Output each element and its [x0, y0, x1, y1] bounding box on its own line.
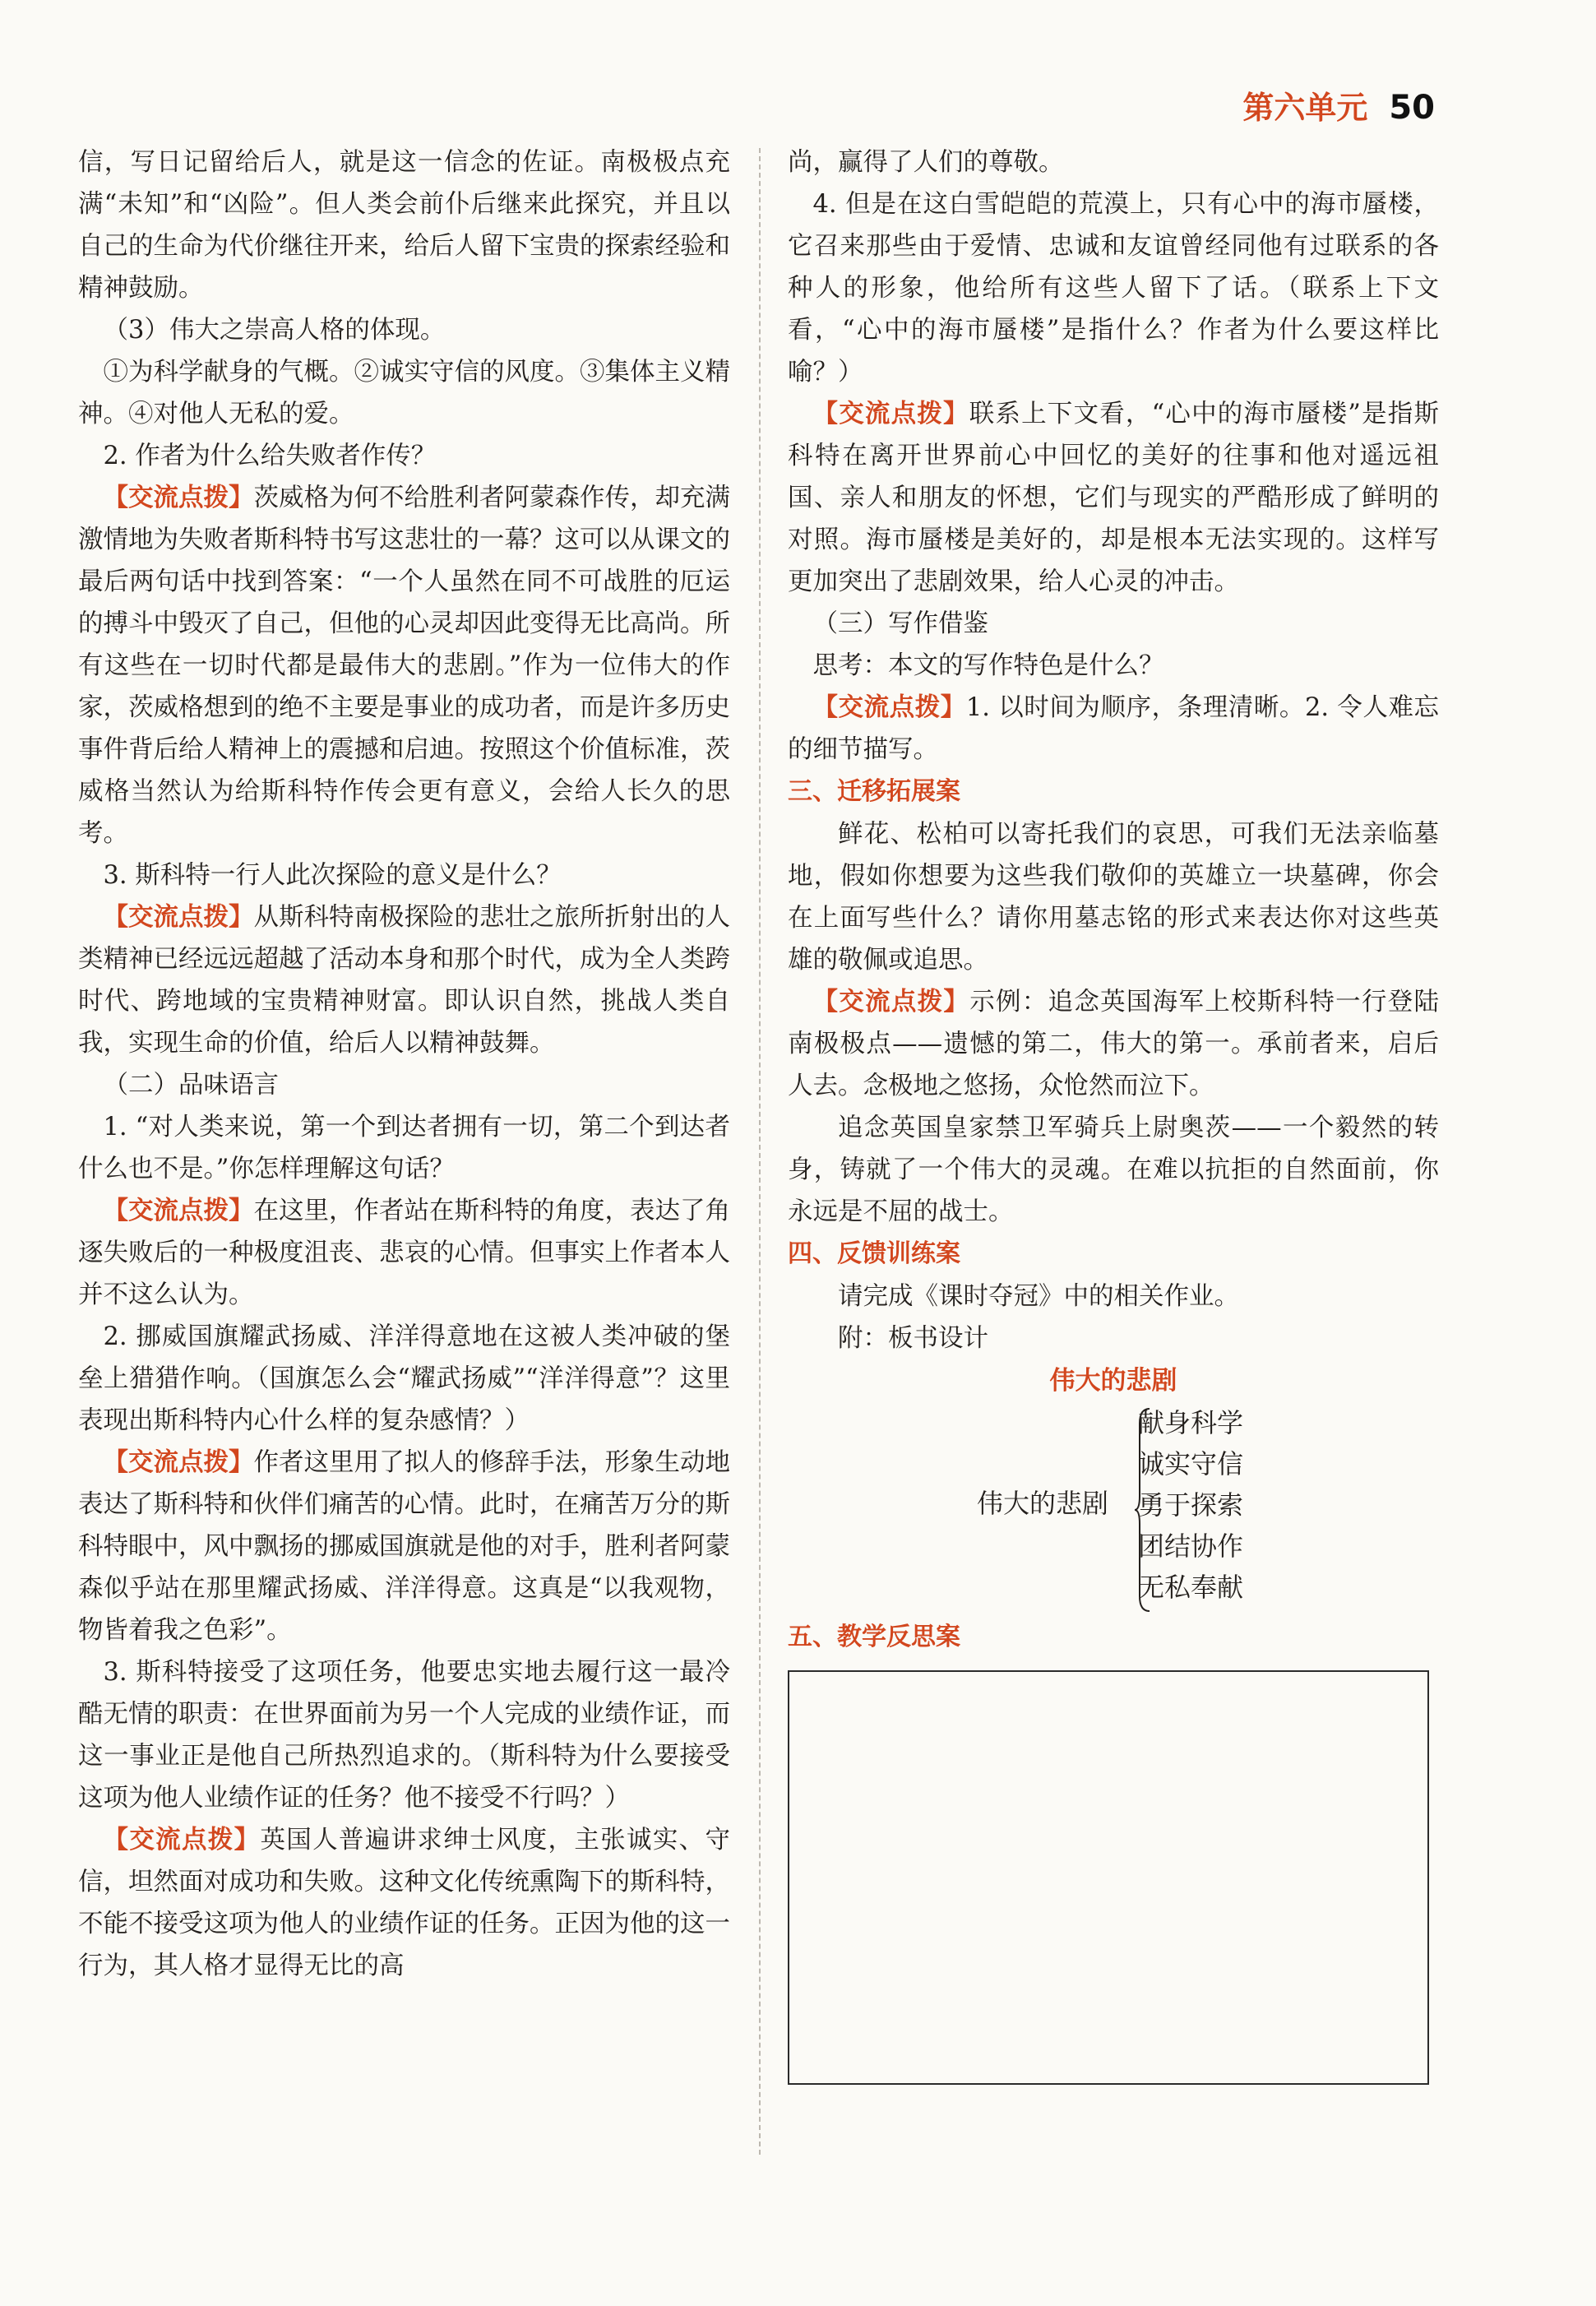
paragraph: 请完成《课时夺冠》中的相关作业。 [838, 1282, 1239, 1311]
reflection-box[interactable] [788, 1670, 1429, 2085]
answer: 【交流点拨】作者这里用了拟人的修辞手法，形象生动地表达了斯科特和伙伴们痛苦的心情。此时，在痛苦万分的斯科特眼中，风中飘扬的挪威国旗就是他的对手，胜利者阿蒙森似乎站在那里耀武扬威、洋洋得意。这真是“以我观物，物皆着我之色彩”。 [78, 1448, 730, 1645]
answer: 【交流点拨】在这里，作者站在斯科特的角度，表达了角逐失败后的一种极度沮丧、悲哀的心情。但事实上作者本人并不这么认为。 [78, 1197, 730, 1309]
paragraph: ①为科学献身的气概。②诚实守信的风度。③集体主义精神。④对他人无私的爱。 [78, 358, 730, 428]
answer: 【交流点拨】从斯科特南极探险的悲壮之旅所折射出的人类精神已经远远超越了活动本身和那个时代，成为全人类跨时代、跨地域的宝贵精神财富。即认识自然，挑战人类自我，实现生命的价值，给后人以精神鼓舞。 [78, 903, 730, 1058]
answer: 【交流点拨】茨威格为何不给胜利者阿蒙森作传，却充满激情地为失败者斯科特书写这悲壮的一幕？这可以从课文的最后两句话中找到答案：“一个人虽然在同不可战胜的厄运的搏斗中毁灭了自己，但他的心灵却因此变得无比高尚。所有这些在一切时代都是最伟大的悲剧。”作为一位伟大的作家，茨威格想到的绝不主要是事业的成功者，而是许多历史事件背后给人精神上的震撼和启迪。按照这个价值标准，茨威格当然认为给斯科特作传会更有意义，会给人长久的思考。 [78, 484, 730, 848]
exchange-tag: 【交流点拨】 [812, 693, 966, 722]
section-heading: 五、教学反思案 [788, 1623, 960, 1651]
paragraph: 鲜花、松柏可以寄托我们的哀思，可我们无法亲临墓地，假如你想要为这些我们敬仰的英雄立一块墓碑，你会在上面写些什么？请你用墓志铭的形式来表达你对这些英雄的敬佩或追思。 [788, 820, 1439, 975]
column-divider [759, 148, 761, 2155]
question: 2. 挪威国旗耀武扬威、洋洋得意地在这被人类冲破的堡垒上猎猎作响。（国旗怎么会“耀武扬威”“洋洋得意”？这里表现出斯科特内心什么样的复杂感情？） [78, 1322, 730, 1435]
question: 2. 作者为什么给失败者作传？ [103, 442, 437, 470]
exchange-tag: 【交流点拨】 [812, 400, 969, 428]
board-item: 无私奉献 [1138, 1572, 1244, 1603]
paragraph: 信，写日记留给后人，就是这一信念的佐证。南极极点充满“未知”和“凶险”。但人类会前仆后继来此探究，并且以自己的生命为代价继往开来，给后人留下宝贵的探索经验和精神鼓励。 [78, 148, 730, 303]
board-title: 伟大的悲剧 [1049, 1366, 1177, 1396]
paragraph: 尚，赢得了人们的尊敬。 [788, 148, 1064, 177]
board-item: 勇于探索 [1138, 1489, 1244, 1521]
unit-title: 第六单元 [1242, 90, 1368, 126]
section-heading: 三、迁移拓展案 [788, 777, 960, 806]
exchange-tag: 【交流点拨】 [103, 1826, 261, 1855]
question: 4. 但是在这白雪皑皑的荒漠上，只有心中的海市蜃楼，它召来那些由于爱情、忠诚和友谊曾经同他有过联系的各种人的形象，他给所有这些人留下了话。（联系上下文看，“心中的海市蜃楼”是指什么？作者为什么要这样比喻？） [788, 190, 1439, 387]
page-header [1242, 82, 1435, 127]
paragraph: 追念英国皇家禁卫军骑兵上尉奥茨——一个毅然的转身，铸就了一个伟大的灵魂。在难以抗拒的自然面前，你永远是不屈的战士。 [788, 1114, 1439, 1226]
exchange-tag: 【交流点拨】 [103, 903, 254, 932]
question: 3. 斯科特一行人此次探险的意义是什么？ [103, 861, 562, 890]
exchange-tag: 【交流点拨】 [103, 1448, 254, 1477]
board-center-label: 伟大的悲剧 [977, 1488, 1109, 1519]
exchange-tag: 【交流点拨】 [103, 484, 254, 512]
board-design [788, 1402, 1439, 1616]
page-number: 50 [1389, 89, 1435, 127]
right-column [788, 141, 1439, 2085]
exchange-tag: 【交流点拨】 [812, 988, 970, 1016]
answer: 【交流点拨】联系上下文看，“心中的海市蜃楼”是指斯科特在离开世界前心中回忆的美好的往事和他对遥远祖国、亲人和朋友的怀想，它们与现实的严酷形成了鲜明的对照。海市蜃楼是美好的，却是根本无法实现的。这样写更加突出了悲剧效果，给人心灵的冲击。 [788, 400, 1439, 596]
section-heading: 四、反馈训练案 [788, 1239, 960, 1268]
board-item: 团结协作 [1138, 1530, 1244, 1562]
board-item: 诚实守信 [1138, 1448, 1244, 1479]
exchange-tag: 【交流点拨】 [103, 1197, 254, 1225]
left-column [78, 141, 730, 1987]
question: 思考：本文的写作特色是什么？ [812, 651, 1164, 680]
answer: 【交流点拨】示例：追念英国海军上校斯科特一行登陆南极极点——遗憾的第二，伟大的第一。承前者来，启后人去。念极地之悠扬，众怆然而泣下。 [788, 988, 1440, 1100]
answer: 【交流点拨】1. 以时间为顺序，条理清晰。2. 令人难忘的细节描写。 [788, 693, 1440, 764]
answer: 【交流点拨】英国人普遍讲求绅士风度，主张诚实、守信，坦然面对成功和失败。这种文化传统熏陶下的斯科特，不能不接受这项为他人的业绩作证的任务。正因为他的这一行为，其人格才显得无比的高 [78, 1826, 731, 1980]
board-item: 献身科学 [1138, 1407, 1244, 1438]
board-list [1138, 1402, 1243, 1608]
subheading: （三）写作借鉴 [812, 609, 988, 638]
question: 3. 斯科特接受了这项任务，他要忠实地去履行这一最冷酷无情的职责：在世界面前为另一个人完成的业绩作证，而这一事业正是他自己所热烈追求的。（斯科特为什么要接受这项为他人业绩作证的任务？他不接受不行吗？） [78, 1658, 730, 1813]
subheading: （二）品味语言 [103, 1071, 279, 1100]
question: 1. “对人类来说，第一个到达者拥有一切，第二个到达者什么也不是。”你怎样理解这句话？ [78, 1113, 730, 1183]
subheading: （3）伟大之崇高人格的体现。 [103, 316, 446, 345]
board-label: 附：板书设计 [838, 1324, 988, 1353]
